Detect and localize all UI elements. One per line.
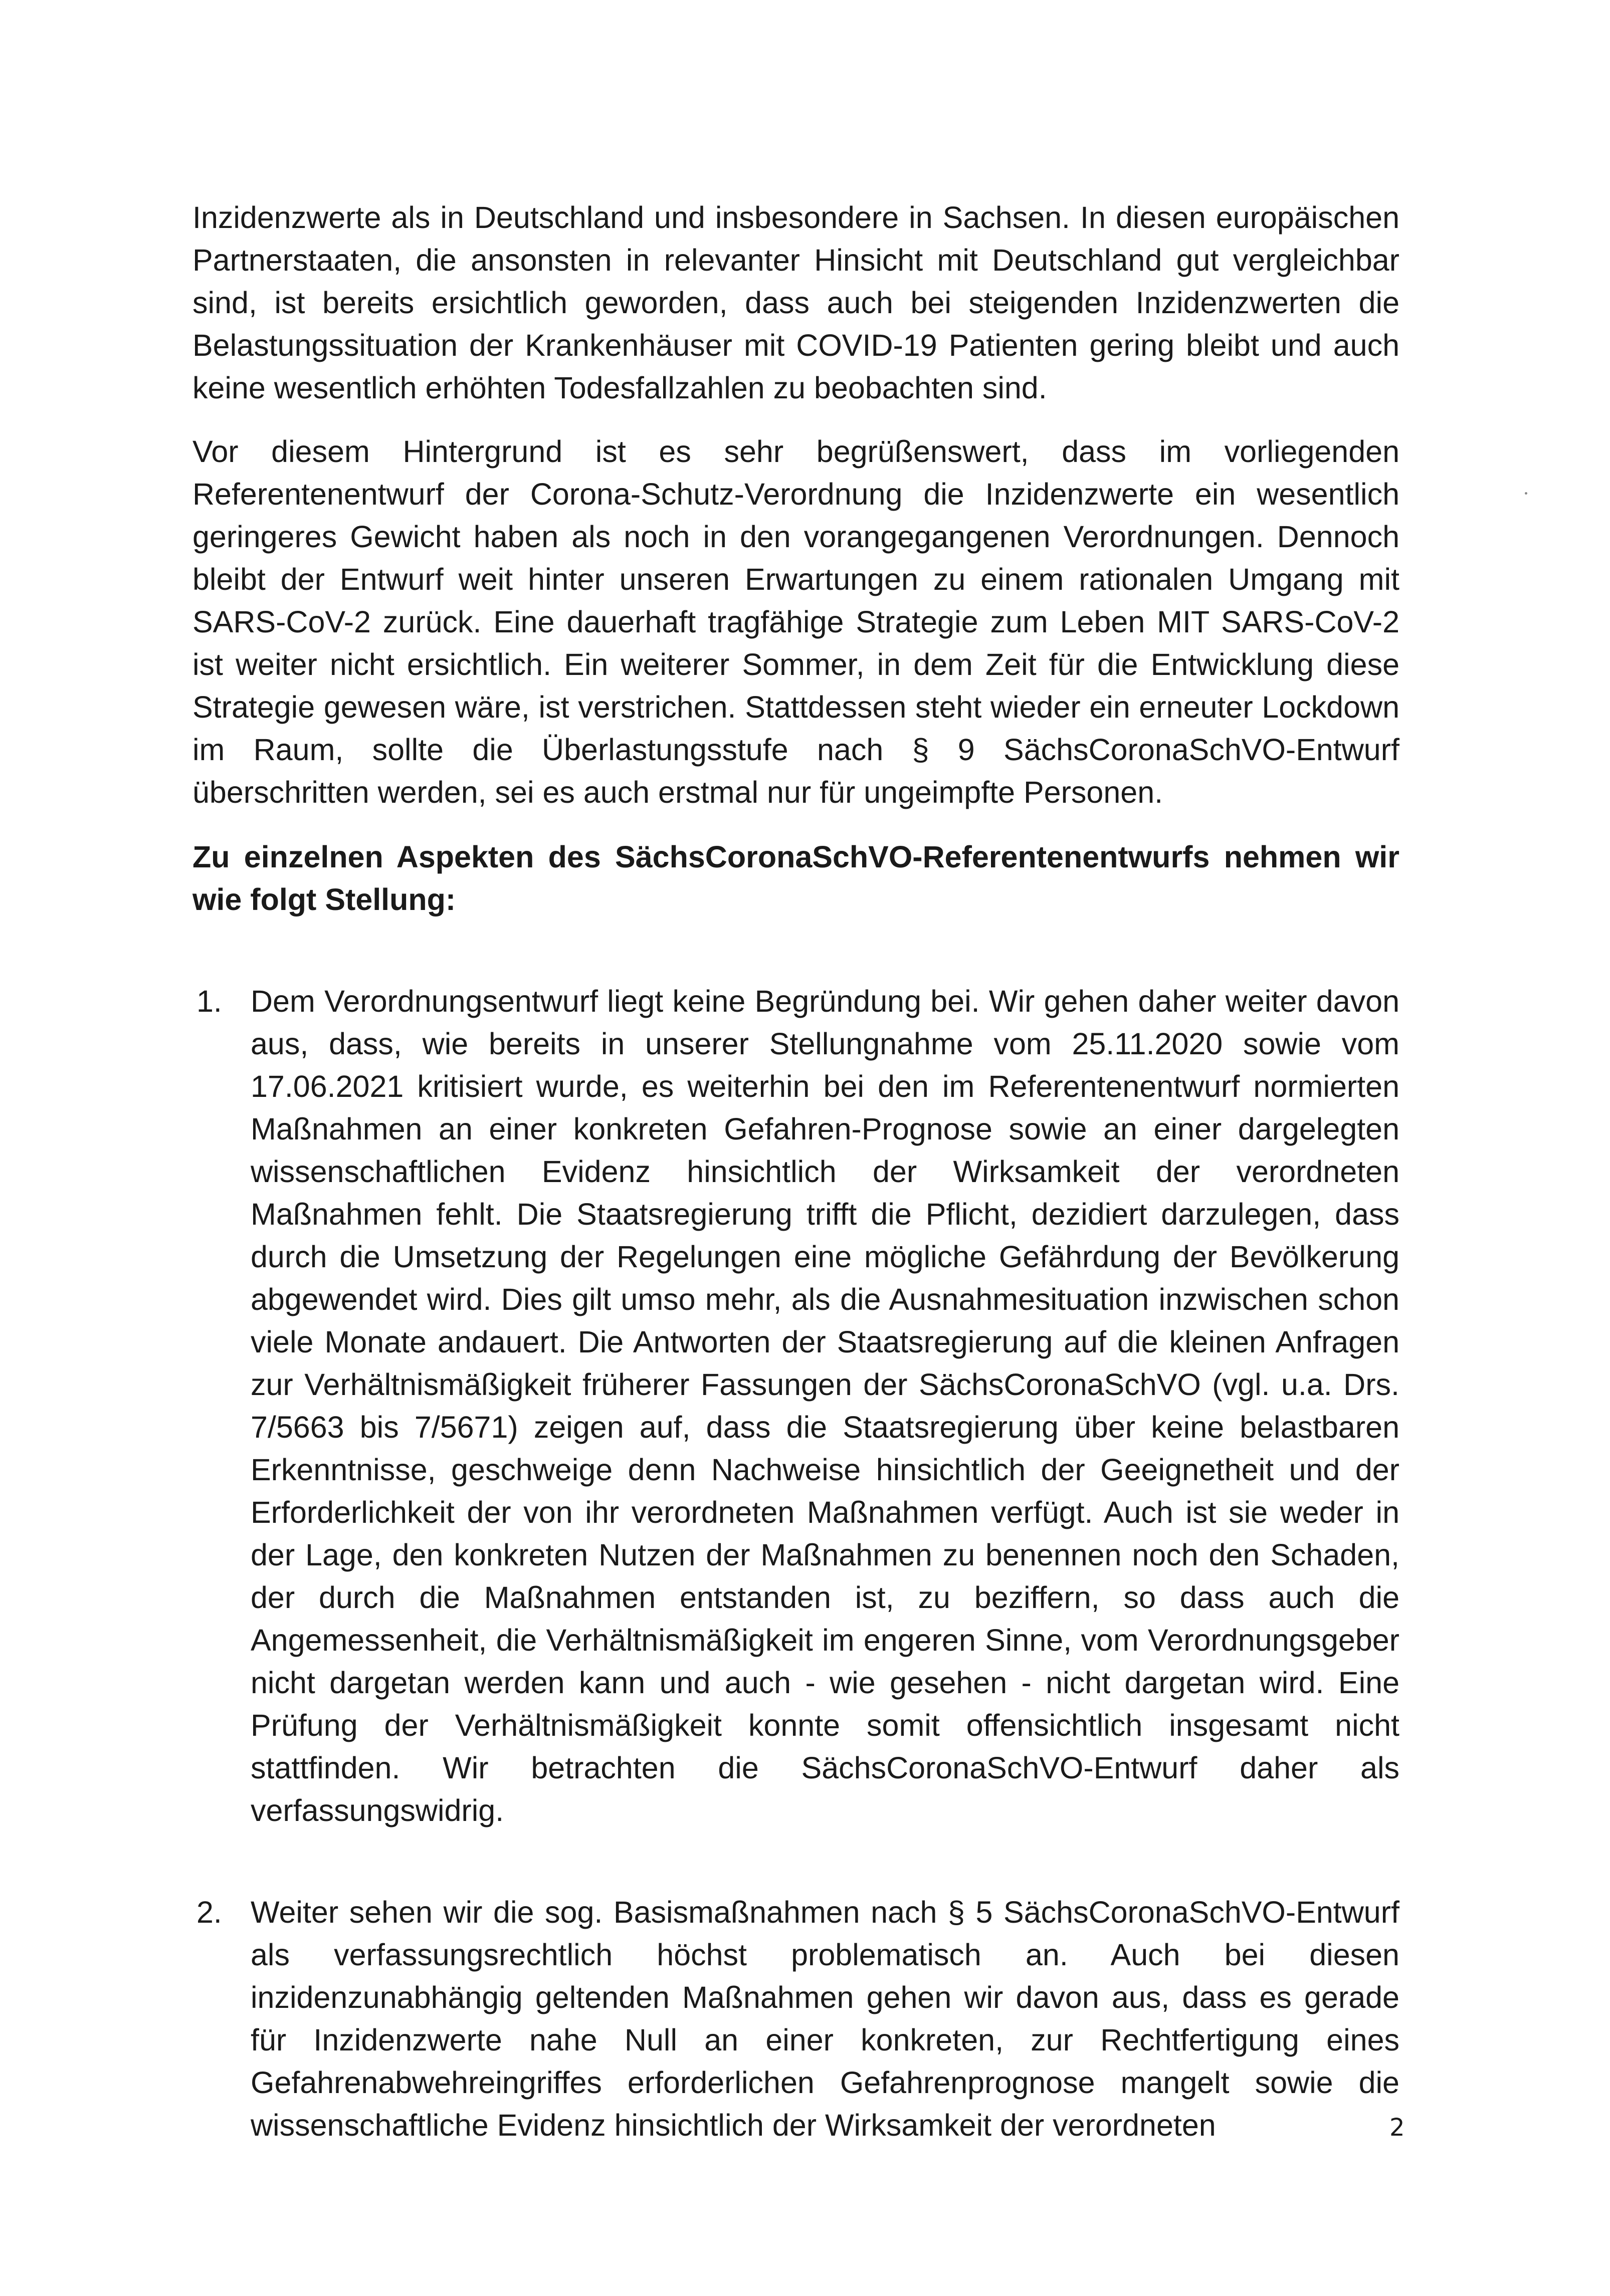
paragraph-inzidenzwerte: Inzidenzwerte als in Deutschland und insbesondere in Sachsen. In diesen europäischen Partnerstaaten, die ansonsten in relevanter Hinsicht mit Deutschland gut vergleichbar sind, ist bereits ersichtlich geworden, dass auch bei steigenden Inzidenzwerten die Belastungssituation der Krankenhäuser mit COVID-19 Patienten gering bleibt und auch keine wesentlich erhöhten Todesfallzahlen zu beobachten sind.	[192, 200, 1399, 405]
list-item-2	[192, 1891, 1399, 2147]
list-item-number: 2.	[196, 1895, 222, 1929]
paragraph-hintergrund: Vor diesem Hintergrund ist es sehr begrüßenswert, dass im vorliegenden Referentenentwurf der Corona-Schutz-Verordnung die Inzidenzwerte ein wesentlich geringeres Gewicht haben als noch in den vorangegangenen Verordnungen. Dennoch bleibt der Entwurf weit hinter unseren Erwartungen zu einem rationalen Umgang mit SARS-CoV-2 zurück. Eine dauerhaft tragfähige Strategie zum Leben MIT SARS-CoV-2 ist weiter nicht ersichtlich. Ein weiterer Sommer, in dem Zeit für die Entwicklung diese Strategie gewesen wäre, ist verstrichen. Stattdessen steht wieder ein erneuter Lockdown im Raum, sollte die Überlastungsstufe nach § 9 SächsCoronaSchVO-Entwurf überschritten werden, sei es auch erstmal nur für ungeimpfte Personen.	[192, 434, 1399, 809]
list-item-text: Weiter sehen wir die sog. Basismaßnahmen nach § 5 SächsCoronaSchVO-Entwurf als verfassungsrechtlich höchst problematisch an. Auch bei diesen inzidenzunabhängig geltenden Maßnahmen gehen wir davon aus, dass es gerade für Inzidenzwerte nahe Null an einer konkreten, zur Rechtfertigung eines Gefahrenabwehreingriffes erforderlichen Gefahrenprognose mangelt sowie die wissenschaftliche Evidenz hinsichtlich der Wirksamkeit der verordneten	[251, 1895, 1399, 2142]
page-number: 2	[1389, 2114, 1405, 2142]
document-body	[192, 196, 1399, 2147]
list-item-1	[192, 980, 1399, 1832]
list-item-text: Dem Verordnungsentwurf liegt keine Begründung bei. Wir gehen daher weiter davon aus, dass, wie bereits in unserer Stellungnahme vom 25.11.2020 sowie vom 17.06.2021 kritisiert wurde, es weiterhin bei den im Referentenentwurf normierten Maßnahmen an einer konkreten Gefahren-Prognose sowie an einer dargelegten wissenschaftlichen Evidenz hinsichtlich der Wirksamkeit der verordneten Maßnahmen fehlt. Die Staatsregierung trifft die Pflicht, dezidiert darzulegen, dass durch die Umsetzung der Regelungen eine mögliche Gefährdung der Bevölkerung abgewendet wird. Dies gilt umso mehr, als die Ausnahmesituation inzwischen schon viele Monate andauert. Die Antworten der Staatsregierung auf die kleinen Anfragen zur Verhältnismäßigkeit früherer Fassungen der SächsCoronaSchVO (vgl. u.a. Drs. 7/5663 bis 7/5671) zeigen auf, dass die Staatsregierung über keine belastbaren Erkenntnisse, geschweige denn Nachweise hinsichtlich der Geeignetheit und der Erforderlichkeit der von ihr verordneten Maßnahmen verfügt. Auch ist sie weder in der Lage, den konkreten Nutzen der Maßnahmen zu benennen noch den Schaden, der durch die Maßnahmen entstanden ist, zu beziffern, so dass auch die Angemessenheit, die Verhältnismäßigkeit im engeren Sinne, vom Verordnungsgeber nicht dargetan werden kann und auch - wie gesehen - nicht dargetan wird. Eine Prüfung der Verhältnismäßigkeit konnte somit offensichtlich insgesamt nicht stattfinden. Wir betrachten die SächsCoronaSchVO-Entwurf daher als verfassungswidrig.	[251, 984, 1399, 1827]
scan-speck	[1525, 492, 1527, 495]
list-item-number: 1.	[196, 984, 222, 1018]
section-heading: Zu einzelnen Aspekten des SächsCoronaSchVO-Referentenentwurfs nehmen wir wie folgt Stellung:	[192, 840, 1399, 916]
